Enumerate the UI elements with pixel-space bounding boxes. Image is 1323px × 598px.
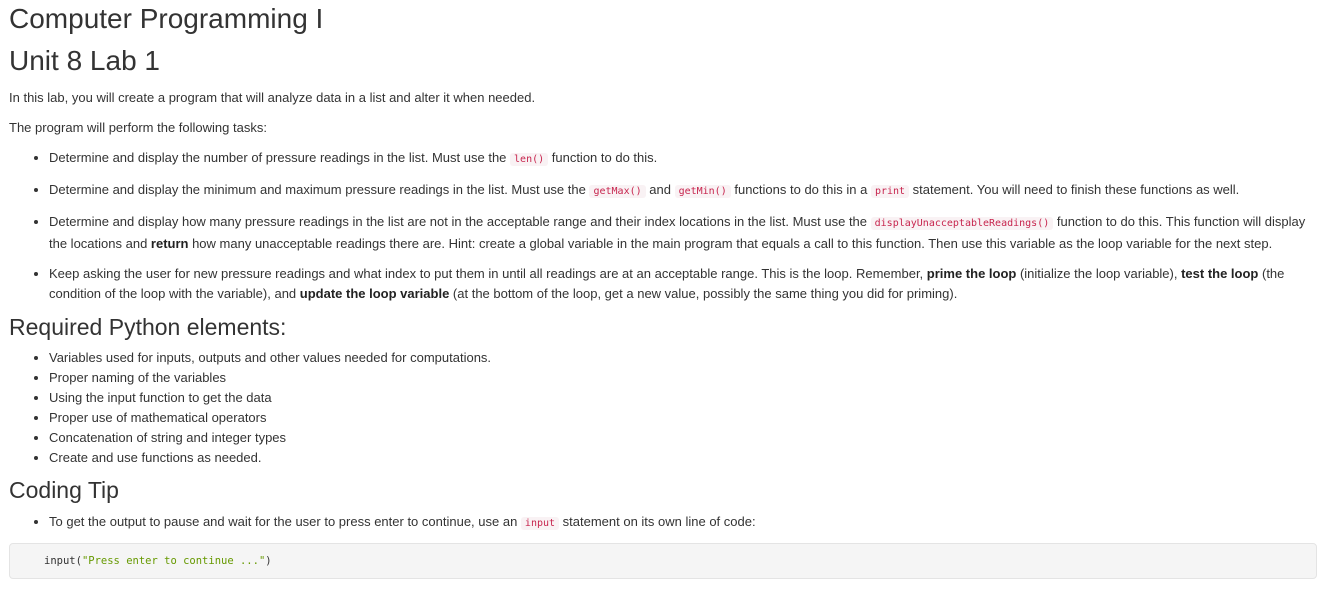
list-item: • Proper use of mathematical operators — [49, 408, 1323, 428]
unit-heading: Unit 8 Lab 1 — [9, 45, 160, 76]
list-item: • Proper naming of the variables — [49, 368, 1323, 388]
list-item: • Using the input function to get the data — [49, 388, 1323, 408]
bold-test-loop: test the loop — [1181, 266, 1259, 281]
page-title: Computer Programming I — [9, 3, 324, 34]
code-function: input( — [44, 555, 82, 567]
inline-code-getmin: getMin() — [675, 185, 731, 198]
inline-code-getmax: getMax() — [589, 185, 645, 198]
task-item-count: • Determine and display the number of pressure readings in the list. Must use the len() function to do this. — [49, 148, 1323, 170]
inline-code-input: input — [521, 517, 559, 530]
list-item: • Concatenation of string and integer types — [49, 428, 1323, 448]
required-elements-heading: Required Python elements: — [9, 314, 287, 340]
inline-code-print: print — [871, 185, 909, 198]
code-string: "Press enter to continue ..." — [81, 555, 266, 567]
inline-code-display-unacceptable: displayUnacceptableReadings() — [871, 217, 1054, 230]
inline-code-len: len() — [510, 153, 548, 166]
task-item-loop: • Keep asking the user for new pressure readings and what index to put them in until all readings are at an acceptable range. This is the loop. Remember, prime the loop (initialize the loop variable), test the loop (the condition of the loop with the variable), and update the loop variable (at the bottom of the loop, get a new value, possibly the same thing you did for priming). — [49, 264, 1323, 304]
bold-update-loop: update the loop variable — [299, 286, 450, 301]
list-item: • Create and use functions as needed. — [49, 448, 1323, 468]
task-list — [9, 148, 1323, 304]
tasks-lead-paragraph: The program will perform the following tasks: — [9, 120, 267, 135]
bold-prime-loop: prime the loop — [926, 266, 1017, 281]
task-item-min-max: • Determine and display the minimum and maximum pressure readings in the list. Must use the getMax() and getMin() functions to do this in a print statement. You will need to finish these functions as well. — [49, 180, 1323, 202]
task-item-unacceptable: • Determine and display how many pressure readings in the list are not in the acceptable range and their index locations in the list. Must use the displayUnacceptableReadings() function to do this. This function will display the locations and return how many unacceptable readings there are. Hint: create a global variable in the main program that equals a call to this function. Then use this variable as the loop variable for the next step. — [49, 212, 1323, 254]
required-elements-list — [9, 348, 1323, 468]
intro-paragraph: In this lab, you will create a program that will analyze data in a list and alter it when needed. — [9, 90, 536, 105]
bold-return: return — [150, 236, 189, 251]
coding-tip-item: • To get the output to pause and wait for the user to press enter to continue, use an input statement on its own line of code: — [49, 512, 1323, 534]
coding-tip-heading: Coding Tip — [9, 477, 119, 503]
list-item: • Variables used for inputs, outputs and other values needed for computations. — [49, 348, 1323, 368]
code-block — [9, 543, 1317, 579]
coding-tip-list — [9, 512, 1323, 534]
code-close-paren: ) — [265, 555, 272, 567]
